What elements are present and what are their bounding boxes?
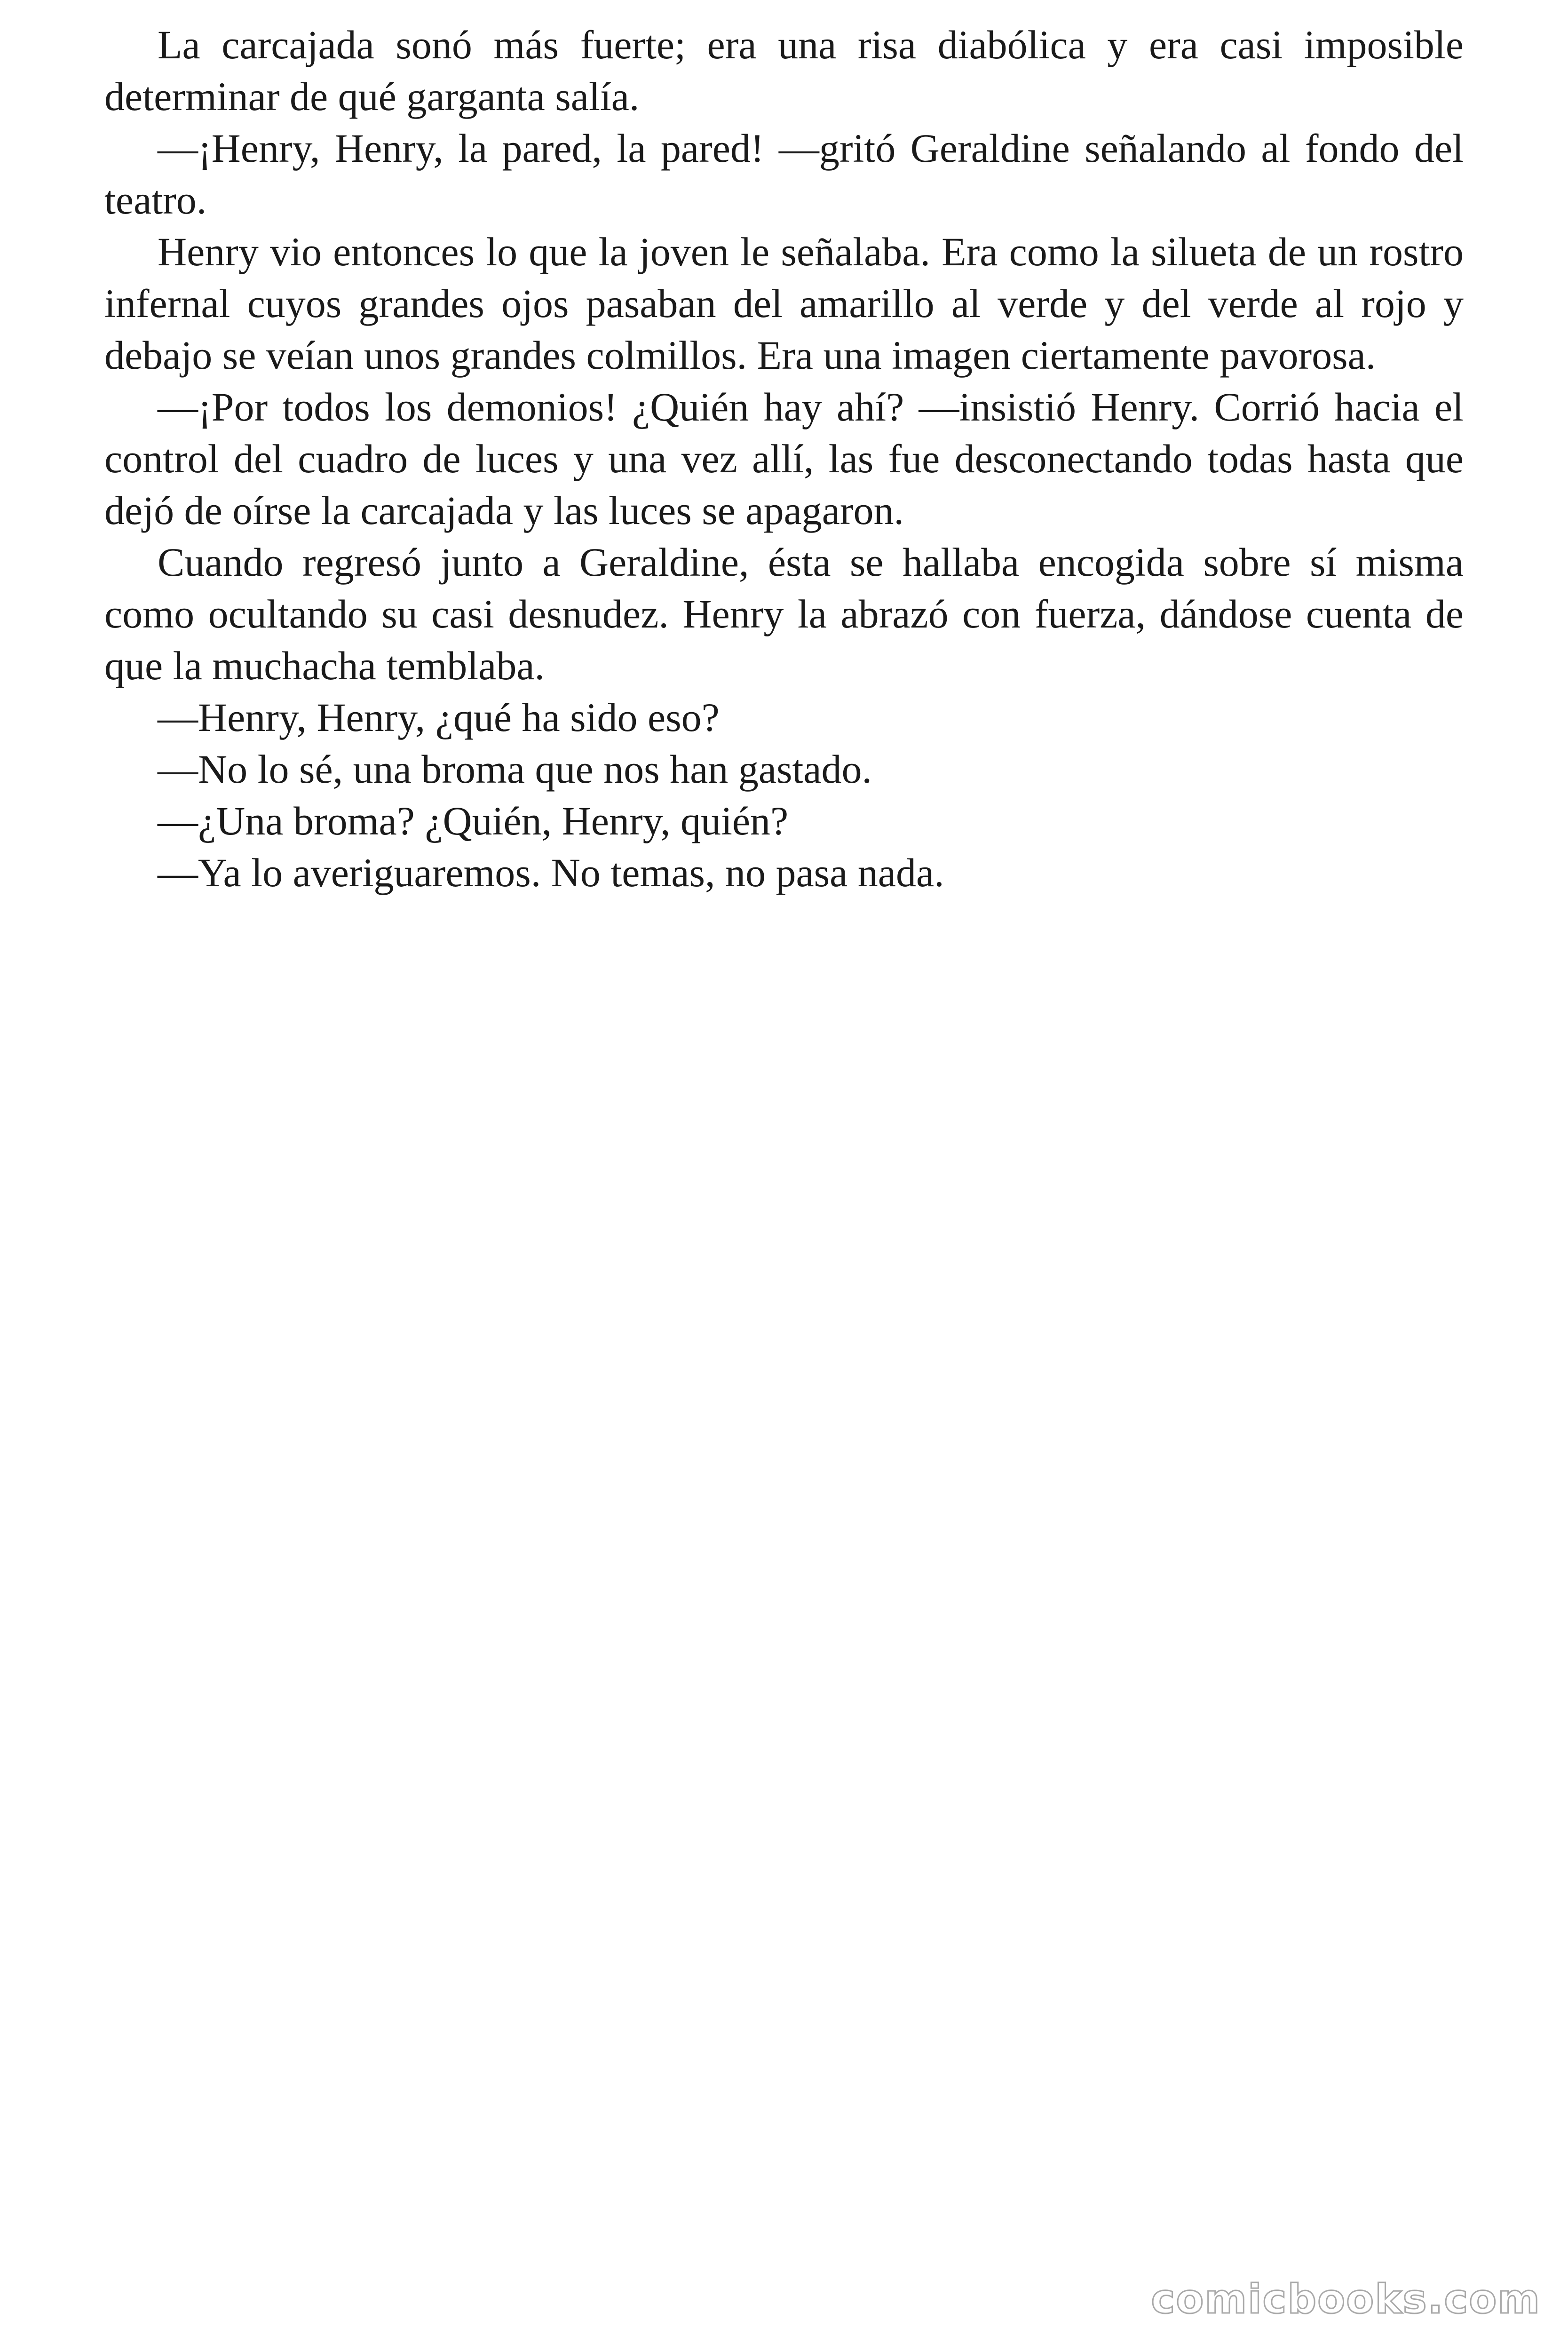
paragraph-6: —Henry, Henry, ¿qué ha sido eso?	[158, 695, 720, 740]
paragraph-8: —¿Una broma? ¿Quién, Henry, quién?	[158, 798, 789, 843]
body-text	[104, 19, 1464, 898]
paragraph-7: —No lo sé, una broma que nos han gastado.	[158, 747, 872, 792]
paragraph-3: Henry vio entonces lo que la joven le señalaba. Era como la silueta de un rostro infernal cuyos grandes ojos pasaban del amarillo al verde y del verde al rojo y debajo se veían unos grandes colmillos. Era una imagen ciertamente pavorosa.	[104, 229, 1464, 378]
paragraph-9: —Ya lo averiguaremos. No temas, no pasa nada.	[158, 850, 944, 895]
paragraph-4: —¡Por todos los demonios! ¿Quién hay ahí? —insistió Henry. Corrió hacia el control del cuadro de luces y una vez allí, las fue desconectando todas hasta que dejó de oírse la carcajada y las luces se apagaron.	[104, 384, 1464, 533]
paragraph-1: La carcajada sonó más fuerte; era una risa diabólica y era casi imposible determinar de qué garganta salía.	[104, 22, 1464, 119]
paragraph-2: —¡Henry, Henry, la pared, la pared! —gritó Geraldine señalando al fondo del teatro.	[104, 126, 1464, 222]
watermark-logo: comicbooks.com	[1151, 2276, 1541, 2323]
paragraph-5: Cuando regresó junto a Geraldine, ésta se hallaba encogida sobre sí misma como ocultando su casi desnudez. Henry la abrazó con fuerza, dándose cuenta de que la muchacha temblaba.	[104, 540, 1464, 688]
